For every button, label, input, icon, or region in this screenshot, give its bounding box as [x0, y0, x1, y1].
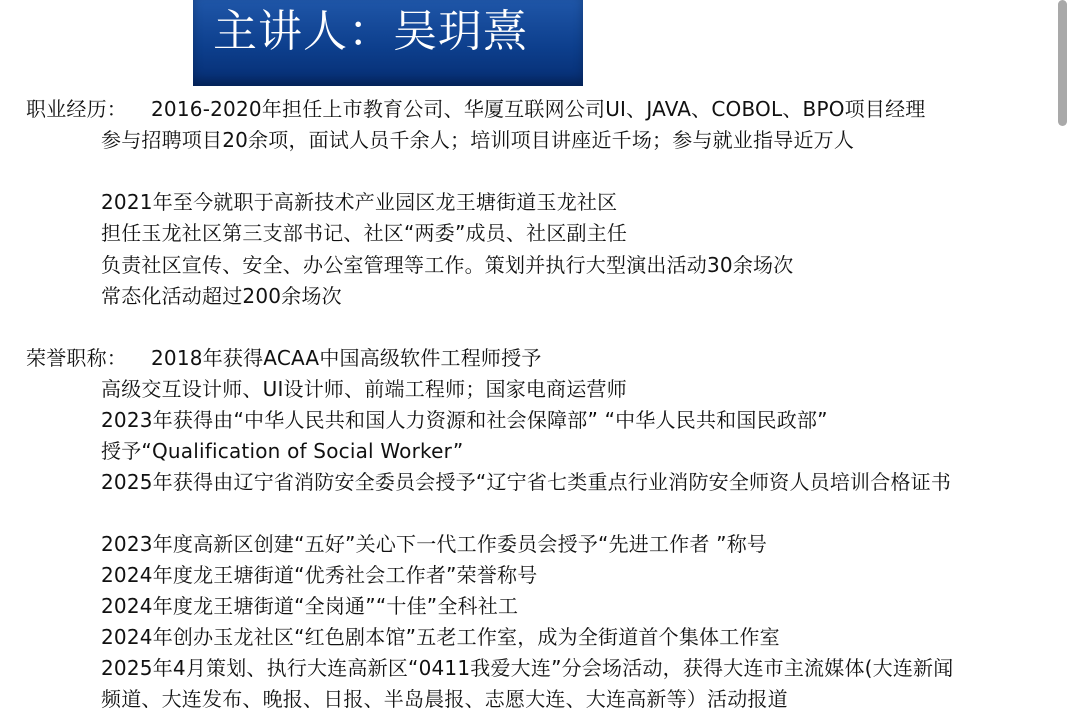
- career-line: 担任玉龙社区第三支部书记、社区“两委”成员、社区副主任: [101, 221, 628, 245]
- honors-line: 2023年获得由“中华人民共和国人力资源和社会保障部” “中华人民共和国民政部”: [101, 408, 828, 432]
- honors-line: 2018年获得ACAA中国高级软件工程师授予: [151, 346, 542, 370]
- honors-line: 频道、大连发布、晚报、日报、半岛晨报、志愿大连、大连高新等）活动报道: [101, 687, 788, 711]
- honors-line: 2024年创办玉龙社区“红色剧本馆”五老工作室，成为全街道首个集体工作室: [101, 625, 780, 649]
- honors-line: 授予“Qualification of Social Worker”: [101, 439, 464, 463]
- career-label: 职业经历：: [26, 97, 127, 121]
- honors-line: 高级交互设计师、UI设计师、前端工程师；国家电商运营师: [101, 377, 627, 401]
- speaker-title: 主讲人：吴玥熹: [213, 6, 528, 57]
- honors-line: 2025年获得由辽宁省消防安全委员会授予“辽宁省七类重点行业消防安全师资人员培训合格证书: [101, 470, 952, 494]
- honors-line: 2025年4月策划、执行大连高新区“0411我爱大连”分会场活动，获得大连市主流媒体(大连新闻: [101, 656, 954, 680]
- career-line: 常态化活动超过200余场次: [101, 284, 342, 308]
- career-line: 参与招聘项目20余项，面试人员千余人；培训项目讲座近千场；参与就业指导近万人: [101, 128, 855, 152]
- scrollbar[interactable]: [1058, 0, 1067, 126]
- honors-label: 荣誉职称：: [26, 346, 127, 370]
- career-line: 2021年至今就职于高新技术产业园区龙王塘街道玉龙社区: [101, 190, 618, 214]
- honors-line: 2024年度龙王塘街道“优秀社会工作者”荣誉称号: [101, 563, 538, 587]
- title-banner: [193, 0, 583, 86]
- career-line: 负责社区宣传、安全、办公室管理等工作。策划并执行大型演出活动30余场次: [101, 253, 794, 277]
- honors-line: 2024年度龙王塘街道“全岗通”“十佳”全科社工: [101, 594, 519, 618]
- honors-line: 2023年度高新区创建“五好”关心下一代工作委员会授予“先进工作者 ”称号: [101, 532, 768, 556]
- career-line: 2016-2020年担任上市教育公司、华厦互联网公司UI、JAVA、COBOL、BPO项目经理: [151, 97, 926, 121]
